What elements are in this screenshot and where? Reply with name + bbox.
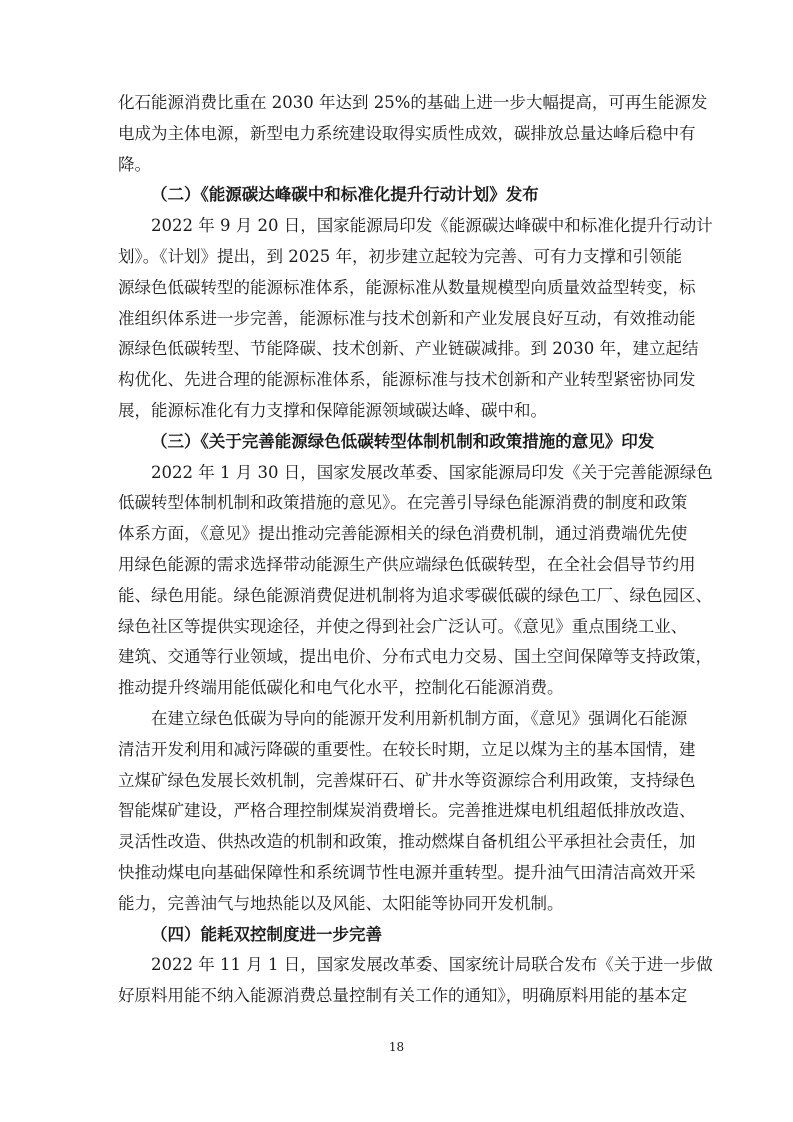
text-line: 清洁开发利用和减污降碳的重要性。在较长时期，立足以煤为主的基本国情，建 <box>118 739 696 759</box>
paragraph <box>118 704 696 920</box>
text-line: 能力，完善油气与地热能以及风能、太阳能等协同开发机制。 <box>118 893 564 913</box>
text-line: 源绿色低碳转型、节能降碳、技术创新、产业链碳减排。到 2030 年，建立起结 <box>118 339 699 359</box>
text-line: 绿色社区等提供实现途径，并使之得到社会广泛认可。《意见》重点围绕工业、 <box>118 616 688 636</box>
text-line: 建筑、交通等行业领域，提出电价、分布式电力交易、国土空间保障等支持政策， <box>118 647 712 667</box>
text-line: 降。 <box>118 154 151 174</box>
text-line: 智能煤矿建设，严格合理控制煤炭消费增长。完善推进煤电机组超低排放改造、 <box>118 801 696 821</box>
text-line: 2022 年 11 月 1 日，国家发展改革委、国家统计局联合发布《关于进一步做 <box>151 955 713 975</box>
paragraph <box>118 88 708 180</box>
paragraph <box>118 458 713 704</box>
text-line: 体系方面，《意见》提出推动完善能源相关的绿色消费机制，通过消费端优先使 <box>118 524 688 544</box>
text-line: 2022 年 9 月 20 日，国家能源局印发《能源碳达峰碳中和标准化提升行动计 <box>151 216 713 236</box>
text-line: 在建立绿色低碳为导向的能源开发利用新机制方面，《意见》强调化石能源 <box>151 708 688 728</box>
text-line: 划》。《计划》提出，到 2025 年，初步建立起较为完善、可有力支撑和引领能 <box>118 246 682 266</box>
text-line: 灵活性改造、供热改造的机制和政策，推动燃煤自备机组公平承担社会责任，加 <box>118 832 696 852</box>
text-line: 化石能源消费比重在 2030 年达到 25%的基础上进一步大幅提高，可再生能源发 <box>118 93 708 112</box>
text-line: 低碳转型体制机制和政策措施的意见》。在完善引导绿色能源消费的制度和政策 <box>118 493 688 513</box>
text-line: 好原料用能不纳入能源消费总量控制有关工作的通知》，明确原料用能的基本定 <box>118 986 688 1006</box>
text-line: 快推动煤电向基础保障性和系统调节性电源并重转型。提升油气田清洁高效开采 <box>118 862 696 882</box>
text-line: 源绿色低碳转型的能源标准体系，能源标准从数量规模型向质量效益型转变，标 <box>118 277 696 297</box>
text-line: 构优化、先进合理的能源标准体系，能源标准与技术创新和产业转型紧密协同发 <box>118 370 696 390</box>
text-line: 准组织体系进一步完善，能源标准与技术创新和产业发展良好互动，有效推动能 <box>118 308 696 328</box>
document-body <box>118 88 713 1012</box>
text-line: 展，能源标准化有力支撑和保障能源领域碳达峰、碳中和。 <box>118 400 547 420</box>
text-line: 推动提升终端用能低碳化和电气化水平，控制化石能源消费。 <box>118 678 564 698</box>
text-line: 用绿色能源的需求选择带动能源生产供应端绿色低碳转型，在全社会倡导节约用 <box>118 554 696 574</box>
text-line: 电成为主体电源，新型电力系统建设取得实质性成效，碳排放总量达峰后稳中有 <box>118 123 696 143</box>
section-heading: （四）能耗双控制度进一步完善 <box>151 924 382 944</box>
page-number: 18 <box>388 1040 405 1054</box>
section-heading: （二）《能源碳达峰碳中和标准化提升行动计划》发布 <box>151 185 539 205</box>
text-line: 能、绿色用能。绿色能源消费促进机制将为追求零碳低碳的绿色工厂、绿色园区、 <box>118 585 712 605</box>
paragraph <box>118 211 713 427</box>
paragraph <box>118 950 713 1012</box>
text-line: 立煤矿绿色发展长效机制，完善煤矸石、矿井水等资源综合利用政策，支持绿色 <box>118 770 696 790</box>
section-heading: （三）《关于完善能源绿色低碳转型体制机制和政策措施的意见》印发 <box>151 431 655 451</box>
text-line: 2022 年 1 月 30 日，国家发展改革委、国家能源局印发《关于完善能源绿色 <box>151 462 713 482</box>
